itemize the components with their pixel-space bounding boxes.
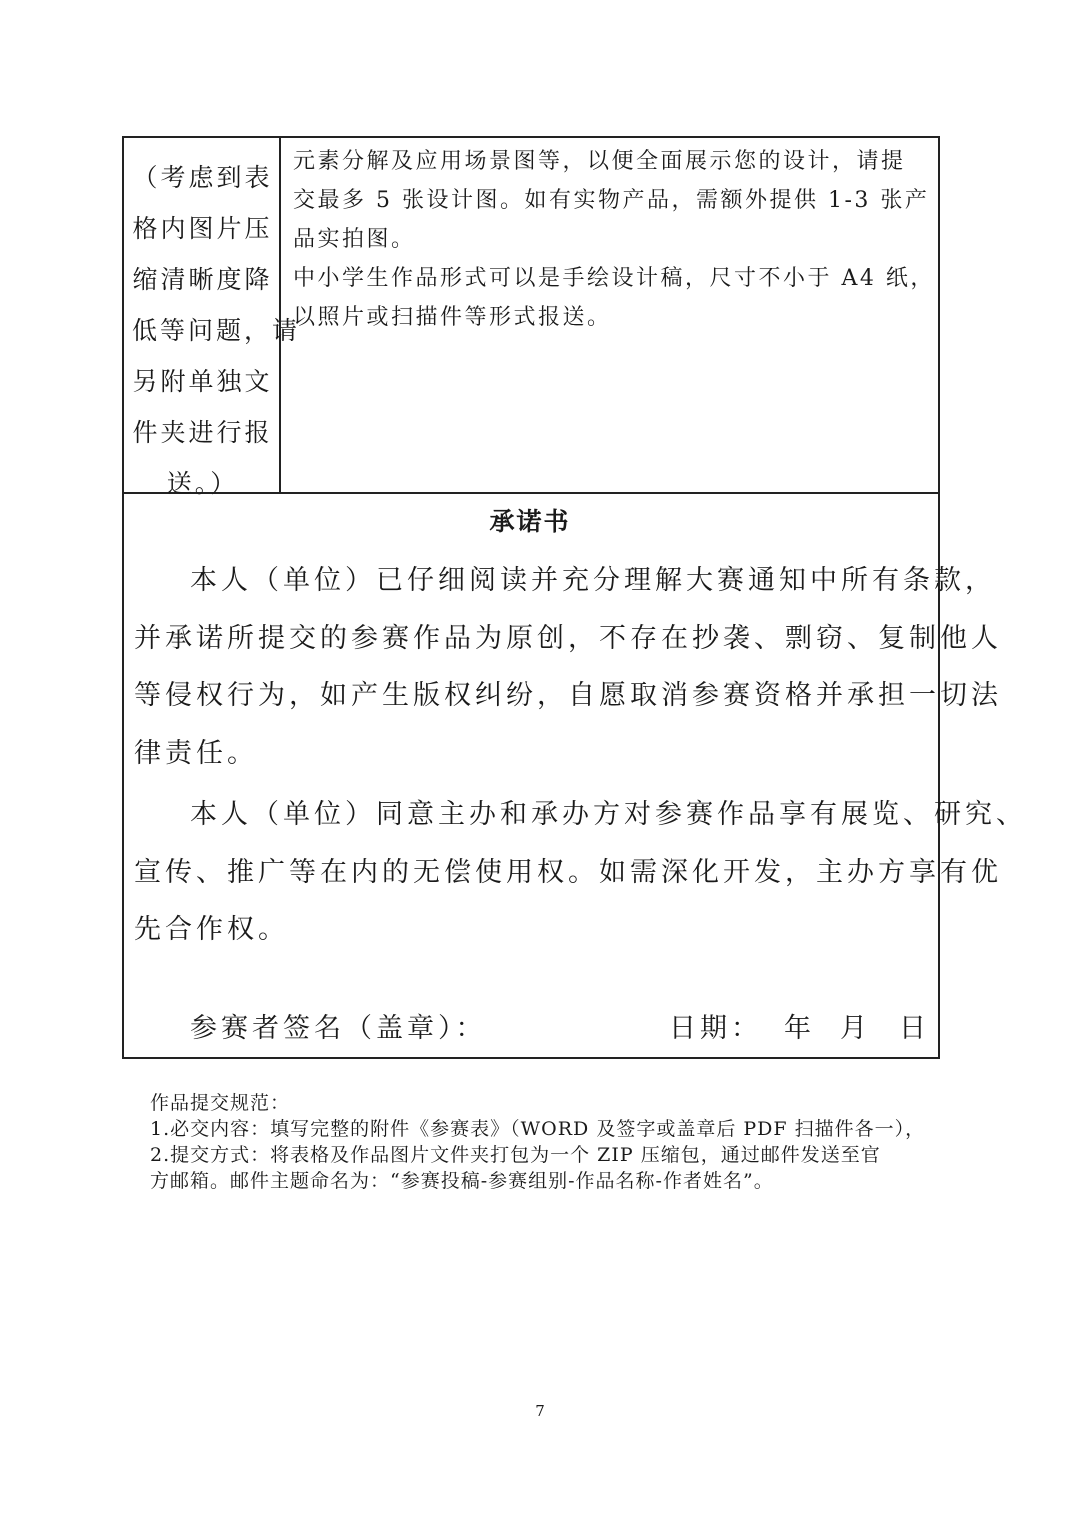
pledge-title: 承诺书 [489,507,571,536]
label-line: （考虑到表 [132,163,273,192]
label-line: 格内图片压 [132,214,273,243]
design-upload-content-cell [281,138,940,492]
date-day-label: 日 [899,1013,926,1044]
pledge-line: 本人（单位）同意主办和承办方对参赛作品享有展览、研究、 [190,799,1027,830]
notes-item: 2.提交方式：将表格及作品图片文件夹打包为一个 ZIP 压缩包，通过邮件发送至官 [150,1144,881,1166]
date-label: 日期： [669,1013,762,1044]
content-line: 品实拍图。 [293,227,416,252]
design-upload-row [124,138,938,498]
content-line: 中小学生作品形式可以是手绘设计稿，尺寸不小于 A4 纸， [293,266,935,291]
entry-form-table [122,136,1027,1059]
signature-label: 参赛者签名（盖章）： [190,1013,487,1044]
label-line: 低等问题，请 [132,316,301,345]
design-upload-label-cell [124,138,301,498]
notes-item: 1.必交内容：填写完整的附件《参赛表》（WORD 及签字或盖章后 PDF 扫描件各一）， [150,1118,926,1140]
label-line: 缩清晰度降 [132,265,273,294]
pledge-paragraph-2 [134,786,1027,959]
pledge-line: 律责任。 [134,737,258,769]
submission-notes [150,1090,930,1194]
pledge-line: 本人（单位）已仔细阅读并充分理解大赛通知中所有条款， [190,565,996,596]
content-line: 以照片或扫描件等形式报送。 [293,305,612,330]
pledge-section [124,494,1027,1059]
pledge-line: 并承诺所提交的参赛作品为原创，不存在抄袭、剽窃、复制他人 [134,622,1002,654]
page-number: 7 [535,1402,545,1420]
content-line: 元素分解及应用场景图等，以便全面展示您的设计，请提 [293,149,906,174]
label-line: 件夹进行报 [132,418,273,447]
label-line: 送。） [166,469,239,498]
label-line: 另附单独文 [132,367,273,396]
content-line: 交最多 5 张设计图。如有实物产品，需额外提供 1-3 张产 [293,188,930,213]
pledge-paragraph-1 [134,552,1002,782]
notes-title: 作品提交规范： [150,1092,291,1114]
date-year-label: 年 [784,1013,811,1044]
pledge-line: 宣传、推广等在内的无偿使用权。如需深化开发，主办方享有优 [134,856,1002,888]
notes-item: 方邮箱。邮件主题命名为：“参赛投稿-参赛组别-作品名称-作者姓名”。 [150,1170,774,1192]
date-month-label: 月 [840,1013,867,1044]
pledge-line: 等侵权行为，如产生版权纠纷，自愿取消参赛资格并承担一切法 [134,680,1002,711]
pledge-line: 先合作权。 [134,914,289,945]
